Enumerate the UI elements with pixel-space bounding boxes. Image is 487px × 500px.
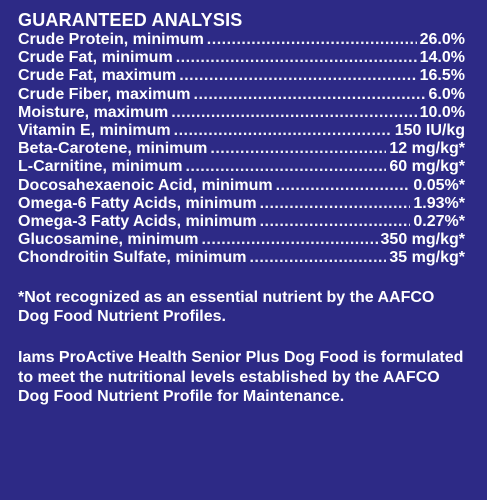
analysis-row-label: Omega-3 Fatty Acids, minimum — [18, 212, 257, 230]
analysis-row — [18, 86, 465, 104]
analysis-row-label: Crude Fat, maximum — [18, 67, 177, 85]
dot-leader — [174, 122, 392, 140]
analysis-table — [18, 31, 465, 267]
analysis-row-value: 12 mg/kg* — [389, 140, 465, 158]
analysis-row-value: 1.93%* — [413, 194, 465, 212]
dot-leader — [176, 49, 417, 67]
dot-leader — [171, 104, 416, 122]
analysis-row-label: Vitamin E, minimum — [18, 121, 171, 139]
analysis-row-value: 0.05%* — [413, 176, 465, 194]
dot-leader — [185, 158, 386, 176]
dot-leader — [201, 231, 377, 249]
analysis-heading: GUARANTEED ANALYSIS — [18, 10, 243, 30]
dot-leader — [194, 86, 426, 104]
dot-leader — [276, 177, 411, 195]
analysis-row-label: Chondroitin Sulfate, minimum — [18, 249, 247, 267]
analysis-row-label: Docosahexaenoic Acid, minimum — [18, 176, 273, 194]
analysis-row-value: 0.27%* — [413, 212, 465, 230]
analysis-row-label: Glucosamine, minimum — [18, 231, 199, 249]
analysis-row-label: L-Carnitine, minimum — [18, 158, 183, 176]
dot-leader — [249, 249, 386, 267]
analysis-row-label: Omega-6 Fatty Acids, minimum — [18, 194, 257, 212]
analysis-row-label: Moisture, maximum — [18, 103, 169, 121]
analysis-row-label: Beta-Carotene, minimum — [18, 140, 208, 158]
analysis-row-value: 14.0% — [419, 49, 465, 67]
analysis-row-value: 6.0% — [428, 85, 465, 103]
dot-leader — [207, 31, 417, 49]
analysis-row — [18, 158, 465, 176]
analysis-row-value: 26.0% — [419, 31, 465, 48]
analysis-row — [18, 249, 465, 267]
analysis-row — [18, 177, 465, 195]
analysis-row — [18, 31, 465, 49]
analysis-row — [18, 122, 465, 140]
analysis-row-value: 16.5% — [419, 67, 465, 85]
analysis-row-value: 10.0% — [419, 103, 465, 121]
dot-leader — [210, 140, 386, 158]
analysis-row-value: 350 mg/kg* — [380, 231, 465, 249]
dot-leader — [260, 195, 411, 213]
analysis-row — [18, 140, 465, 158]
analysis-row-value: 60 mg/kg* — [389, 158, 465, 176]
analysis-row — [18, 213, 465, 231]
analysis-row — [18, 67, 465, 85]
analysis-row-label: Crude Fiber, maximum — [18, 85, 191, 103]
nutritional-adequacy-statement: Iams ProActive Health Senior Plus Dog Food is formulated to meet the nutritional levels established by the AAFCO Dog Food Nutrient Profile for Maintenance. — [18, 349, 464, 406]
analysis-row-value: 35 mg/kg* — [389, 249, 465, 267]
aafco-footnote: *Not recognized as an essential nutrient by the AAFCO Dog Food Nutrient Profiles. — [18, 289, 435, 326]
analysis-row — [18, 195, 465, 213]
dot-leader — [260, 213, 411, 231]
analysis-row — [18, 231, 465, 249]
dot-leader — [179, 67, 416, 85]
analysis-row-label: Crude Fat, minimum — [18, 49, 173, 67]
analysis-row-value: 150 IU/kg — [394, 121, 465, 139]
analysis-row — [18, 104, 465, 122]
analysis-row-label: Crude Protein, minimum — [18, 31, 204, 48]
analysis-row — [18, 49, 465, 67]
